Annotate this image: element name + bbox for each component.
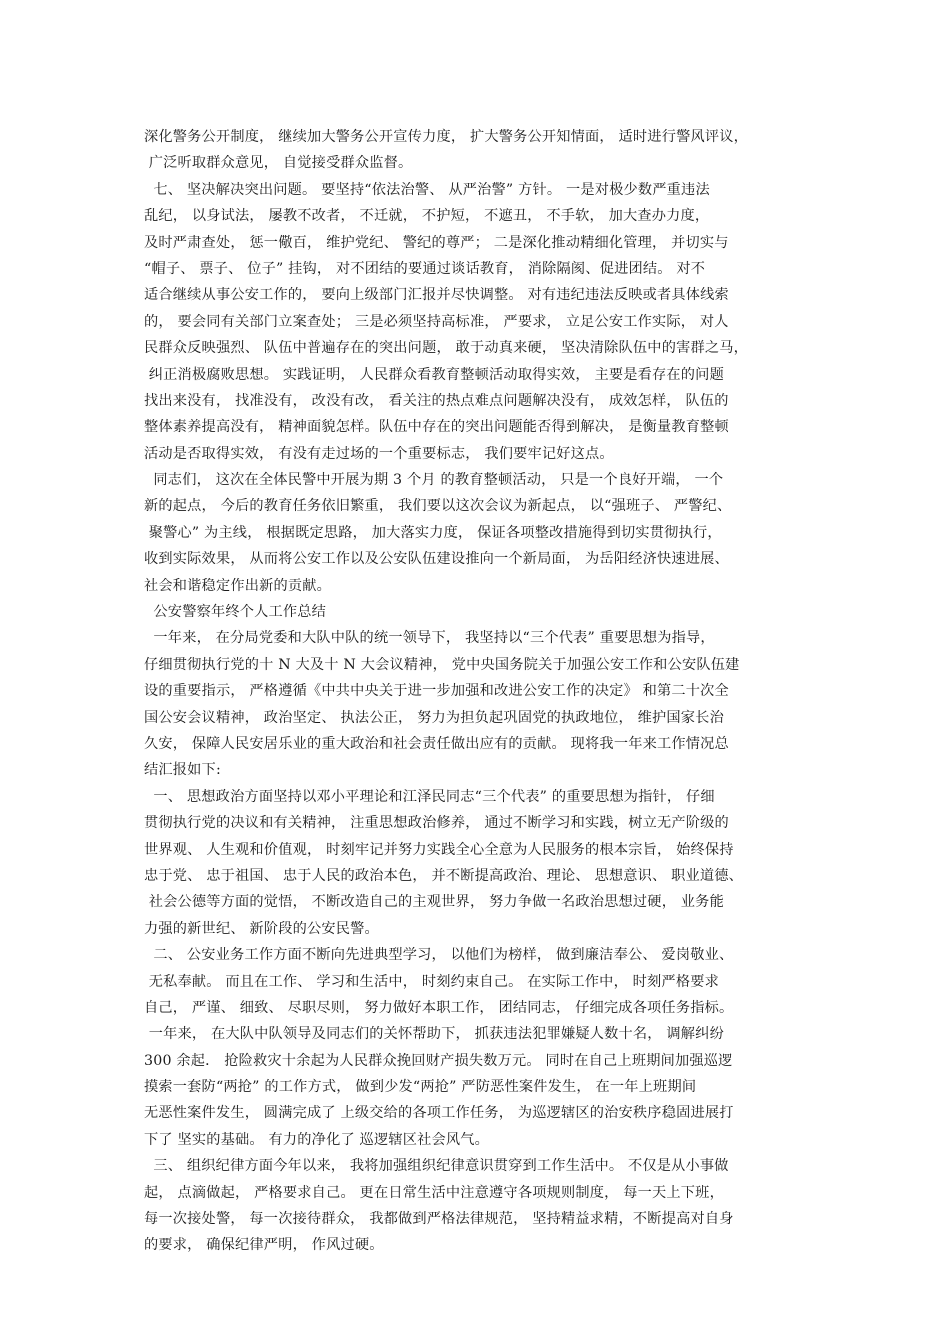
text-line: 新的起点， 今后的教育任务依旧繁重， 我们要以这次会议为新起点， 以“强班子、 严警纪、 [144,498,732,515]
text-line: 整体素养提高没有， 精神面貌怎样。队伍中存在的突出问题能否得到解决， 是衡量教育整顿 [144,419,729,436]
text-line: 的要求， 确保纪律严明， 作风过硬。 [144,1237,384,1254]
text-line: 民群众反映强烈、 队伍中普遍存在的突出问题， 敢于动真来硬， 坚决清除队伍中的害群之马， [144,340,749,357]
text-line: 世界观、 人生观和价值观， 时刻牢记并努力实践全心全意为人民服务的根本宗旨， 始终保持 [144,841,734,858]
text-line: 社会和谐稳定作出新的贡献。 [144,577,332,594]
text-line: 摸索一套防“两抢” 的工作方式， 做到少发“两抢” 严防恶性案件发生， 在一年上班期间 [144,1079,697,1096]
document-body [144,124,820,1259]
text-line: 国公安会议精神， 政治坚定、 执法公正， 努力为担负起巩固党的执政地位， 维护国家长治 [144,709,724,726]
text-line: 同志们， 这次在全体民警中开展为期 3 个月 的教育整顿活动， 只是一个良好开端， 一个 [144,472,724,489]
text-line: 七、 坚决解决突出问题。 要坚持“依法治警、 从严治警” 方针。 一是对极少数严重违法 [144,181,710,198]
text-line: 乱纪， 以身试法， 屡教不改者， 不迁就， 不护短， 不遮丑， 不手软， 加大查办力度， [144,208,710,225]
text-line: 三、 组织纪律方面今年以来， 我将加强组织纪律意识贯穿到工作生活中。 不仅是从小事做 [144,1158,729,1175]
text-line: 一年来， 在大队中队领导及同志们的关怀帮助下， 抓获违法犯罪嫌疑人数十名， 调解纠纷 [144,1026,724,1043]
text-line: 广泛听取群众意见， 自觉接受群众监督。 [144,155,413,172]
text-line: 适合继续从事公安工作的， 要向上级部门汇报并尽快调整。 对有违纪违法反映或者具体线索 [144,287,729,304]
text-line: “帽子、 票子、 位子” 挂钩， 对不团结的要通过谈话教育， 消除隔阂、促进团结。 对不 [144,260,706,277]
text-line: 忠于党、 忠于祖国、 忠于人民的政治本色， 并不断提高政治、理论、 思想意识、 职业道德、 [144,867,744,884]
text-line: 聚警心” 为主线， 根据既定思路， 加大落实力度， 保证各项整改措施得到切实贯彻执行， [144,524,722,541]
text-line: 找出来没有， 找准没有， 改没有改， 看关注的热点难点问题解决没有， 成效怎样， 队伍的 [144,392,729,409]
text-line: 贯彻执行党的决议和有关精神， 注重思想政治修养， 通过不断学习和实践，树立无产阶级的 [144,815,729,832]
text-line: 力强的新世纪、 新阶段的公安民警。 [144,920,379,937]
text-line: 深化警务公开制度， 继续加大警务公开宣传力度， 扩大警务公开知情面， 适时进行警风评议， [144,129,749,145]
text-line: 社会公德等方面的觉悟， 不断改造自己的主观世界， 努力争做一名政治思想过硬， 业务能 [144,894,724,911]
text-line: 收到实际效果， 从而将公安工作以及公安队伍建设推向一个新局面， 为岳阳经济快速进展、 [144,551,729,568]
text-line: 起， 点滴做起， 严格要求自己。 更在日常生活中注意遵守各项规则制度， 每一天上下班， [144,1184,724,1201]
text-line: 久安， 保障人民安居乐业的重大政治和社会责任做出应有的贡献。 现将我一年来工作情况总 [144,735,729,752]
text-line: 仔细贯彻执行党的十 N 大及十 N 大会议精神， 党中央国务院关于加强公安工作和公安队伍建 [144,656,740,673]
text-line: 下了 坚实的基础。 有力的净化了 巡逻辖区社会风气。 [144,1131,490,1148]
text-line: 公安警察年终个人工作总结 [144,604,327,621]
text-line: 纠正消极腐败思想。 实践证明， 人民群众看教育整顿活动取得实效， 主要是看存在的问题 [144,366,724,383]
text-line: 及时严肃查处， 惩一儆百， 维护党纪、 警纪的尊严； 二是深化推动精细化管理， 并切实与 [144,234,729,251]
text-line: 无恶性案件发生， 圆满完成了 上级交给的各项工作任务， 为巡逻辖区的治安秩序稳固进展打 [144,1105,734,1122]
text-line: 无私奉献。 而且在工作、 学习和生活中， 时刻约束自己。 在实际工作中， 时刻严格要求 [144,973,719,990]
text-line: 300 余起． 抢险救灾十余起为人民群众挽回财产损失数万元。 同时在自己上班期间加强巡逻 [144,1052,733,1069]
text-line: 的， 要会同有关部门立案查处； 三是必须坚持高标准， 严要求， 立足公安工作实际， 对人 [144,313,729,330]
text-line: 活动是否取得实效， 有没有走过场的一个重要标志， 我们要牢记好这点。 [144,445,614,462]
text-line: 设的重要指示， 严格遵循《中共中央关于进一步加强和改进公安工作的决定》 和第二十次全 [144,683,729,700]
text-line: 一年来， 在分局党委和大队中队的统一领导下， 我坚持以“三个代表” 重要思想为指导， [144,630,715,647]
text-line: 每一次接处警， 每一次接待群众， 我都做到严格法律规范， 坚持精益求精，不断提高对自身 [144,1211,734,1228]
text-line: 二、 公安业务工作方面不断向先进典型学习， 以他们为榜样， 做到廉洁奉公、 爱岗敬业、 [144,947,734,964]
text-line: 一、 思想政治方面坚持以邓小平理论和江泽民同志“三个代表” 的重要思想为指针， 仔细 [144,788,715,805]
text-line: 结汇报如下: [144,762,221,779]
text-line: 自己， 严谨、 细致、 尽职尽则， 努力做好本职工作， 团结同志， 仔细完成各项任务指标。 [144,999,734,1016]
